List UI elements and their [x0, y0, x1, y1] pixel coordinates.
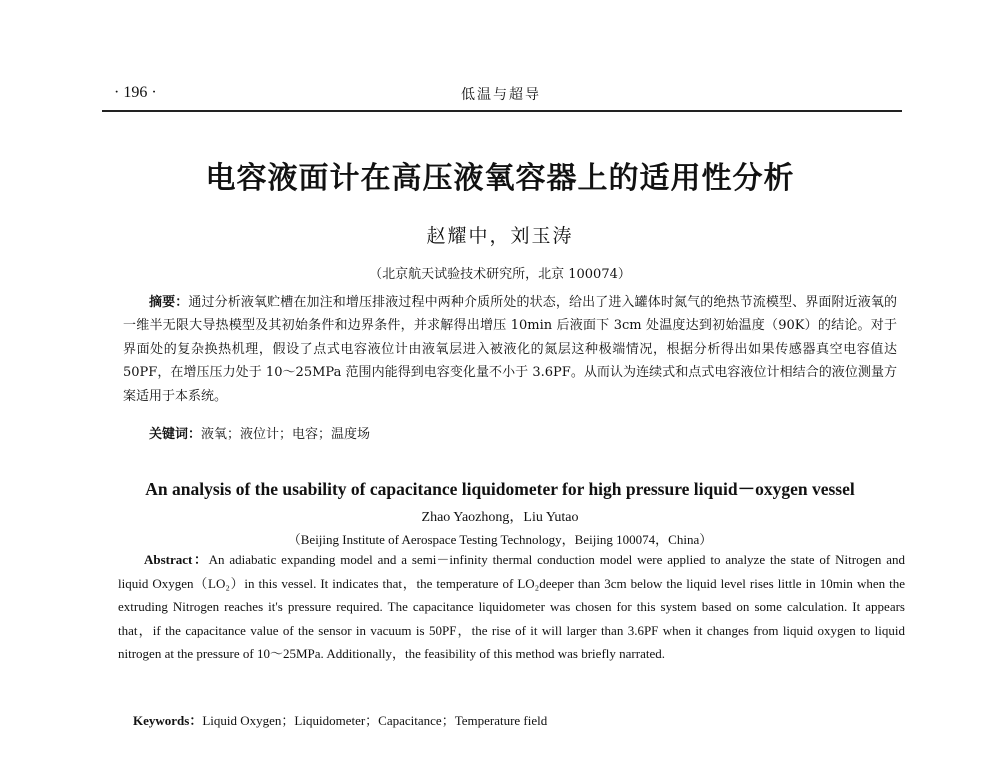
- chinese-keywords-label: 关键词：: [149, 427, 202, 442]
- english-abstract-text: An adiabatic expanding model and a semi－infinity thermal conduction model were applied to analyze the state of Nitrogen and liquid Oxygen（LO₂）in this vessel. It indicates that，the temperature of LO₂deeper than 3cm below the liquid level rises little in 10min when the extruding Nitrogen reaches it's pressure required. The capacitance liquidometer was chosen for this system based on some calculation. It appears that，if the capacitance value of the sensor in vacuum is 50PF，the rise of it will larger than 3.6PF when it changes from liquid oxygen to liquid nitrogen at the pressure of 10～25MPa. Additionally，the feasibility of this method was briefly narrated.: [118, 552, 905, 662]
- english-keywords-label: Keywords：: [133, 713, 203, 728]
- chinese-keywords-text: 液氧；液位计；电容；温度场: [201, 427, 371, 442]
- chinese-abstract-label: 摘要：: [149, 295, 189, 310]
- journal-name: 低温与超导: [461, 87, 541, 103]
- english-keywords: [133, 710, 547, 729]
- english-affiliation: （Beijing Institute of Aerospace Testing Technology，Beijing 100074，China）: [287, 532, 713, 547]
- running-header: [102, 82, 900, 108]
- english-keywords-text: Liquid Oxygen；Liquidometer；Capacitance；Temperature field: [202, 713, 548, 728]
- header-divider: [102, 110, 902, 112]
- chinese-title: 电容液面计在高压液氧容器上的适用性分析: [205, 161, 795, 196]
- chinese-abstract: [123, 291, 897, 408]
- page-number: · 196 ·: [114, 84, 157, 101]
- english-title: An analysis of the usability of capacitance liquidometer for high pressure liquid－oxygen vessel: [145, 479, 855, 499]
- english-abstract: [118, 548, 905, 666]
- chinese-abstract-text: 通过分析液氧贮槽在加注和增压排液过程中两种介质所处的状态，给出了进入罐体时氮气的绝热节流模型、界面附近液氧的一维半无限大导热模型及其初始条件和边界条件，并求解得出增压 10min 后液面下 3cm 处温度达到初始温度（90K）的结论。对于界面处的复杂换热机理，假设了点式电容液位计由液氧层进入被液化的氮层这种极端情况，根据分析得出如果传感器真空电容值达 50PF，在增压压力处于 10～25MPa 范围内能得到电容变化量不小于 3.6PF。从而认为连续式和点式电容液位计相结合的液位测量方案适用于本系统。: [123, 295, 897, 404]
- chinese-affiliation: （北京航天试验技术研究所，北京 100074）: [369, 267, 631, 282]
- english-abstract-label: Abstract：: [144, 552, 209, 567]
- chinese-keywords: [149, 423, 370, 442]
- chinese-authors: 赵耀中，刘玉涛: [426, 225, 574, 247]
- english-authors: Zhao Yaozhong，Liu Yutao: [421, 510, 579, 525]
